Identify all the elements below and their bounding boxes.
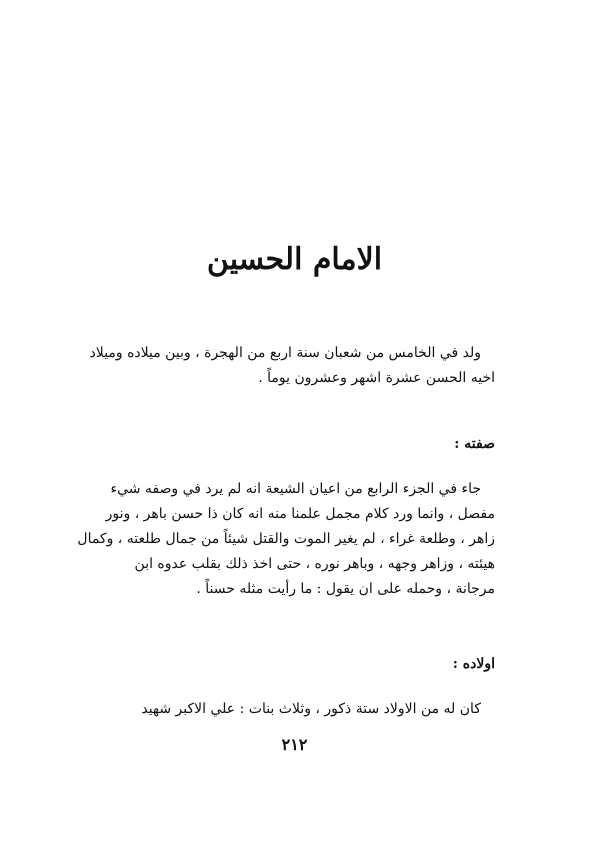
text-line: مرجانة ، وحمله على ان يقول : ما رأيت مثله حسناً . <box>196 581 495 597</box>
page-number: ٢١٢ <box>281 735 308 754</box>
text-line: زاهر ، وطلعة غراء ، لم يغير الموت والقتل شيئاً من جمال طلعته ، وكمال <box>77 531 495 547</box>
section-heading-children: اولاده : <box>452 656 495 672</box>
children-paragraph <box>90 697 495 722</box>
birth-paragraph <box>90 341 495 391</box>
description-paragraph <box>77 477 495 602</box>
text-line: اخيه الحسن عشرة اشهر وعشرون يوماً . <box>258 370 495 386</box>
text-line: مفصل ، وانما ورد كلام مجمل علمنا منه انه كان ذا حسن باهر ، ونور <box>105 506 495 522</box>
section-heading-description: صفته : <box>454 436 495 452</box>
chapter-title: الامام الحسين <box>206 242 383 277</box>
text-line: جاء في الجزء الرابع من اعيان الشيعة انه لم يرد في وصفه شيء <box>110 481 481 497</box>
text-line: ولد في الخامس من شعبان سنة اربع من الهجرة ، وبين ميلاده وميلاد <box>89 345 481 361</box>
text-line: كان له من الاولاد ستة ذكور ، وثلاث بنات : علي الاكبر شهيد <box>141 701 481 717</box>
text-line: هيئته ، وزاهر وجهه ، وباهر نوره ، حتى اخذ ذلك بقلب عدوه ابن <box>134 556 495 572</box>
